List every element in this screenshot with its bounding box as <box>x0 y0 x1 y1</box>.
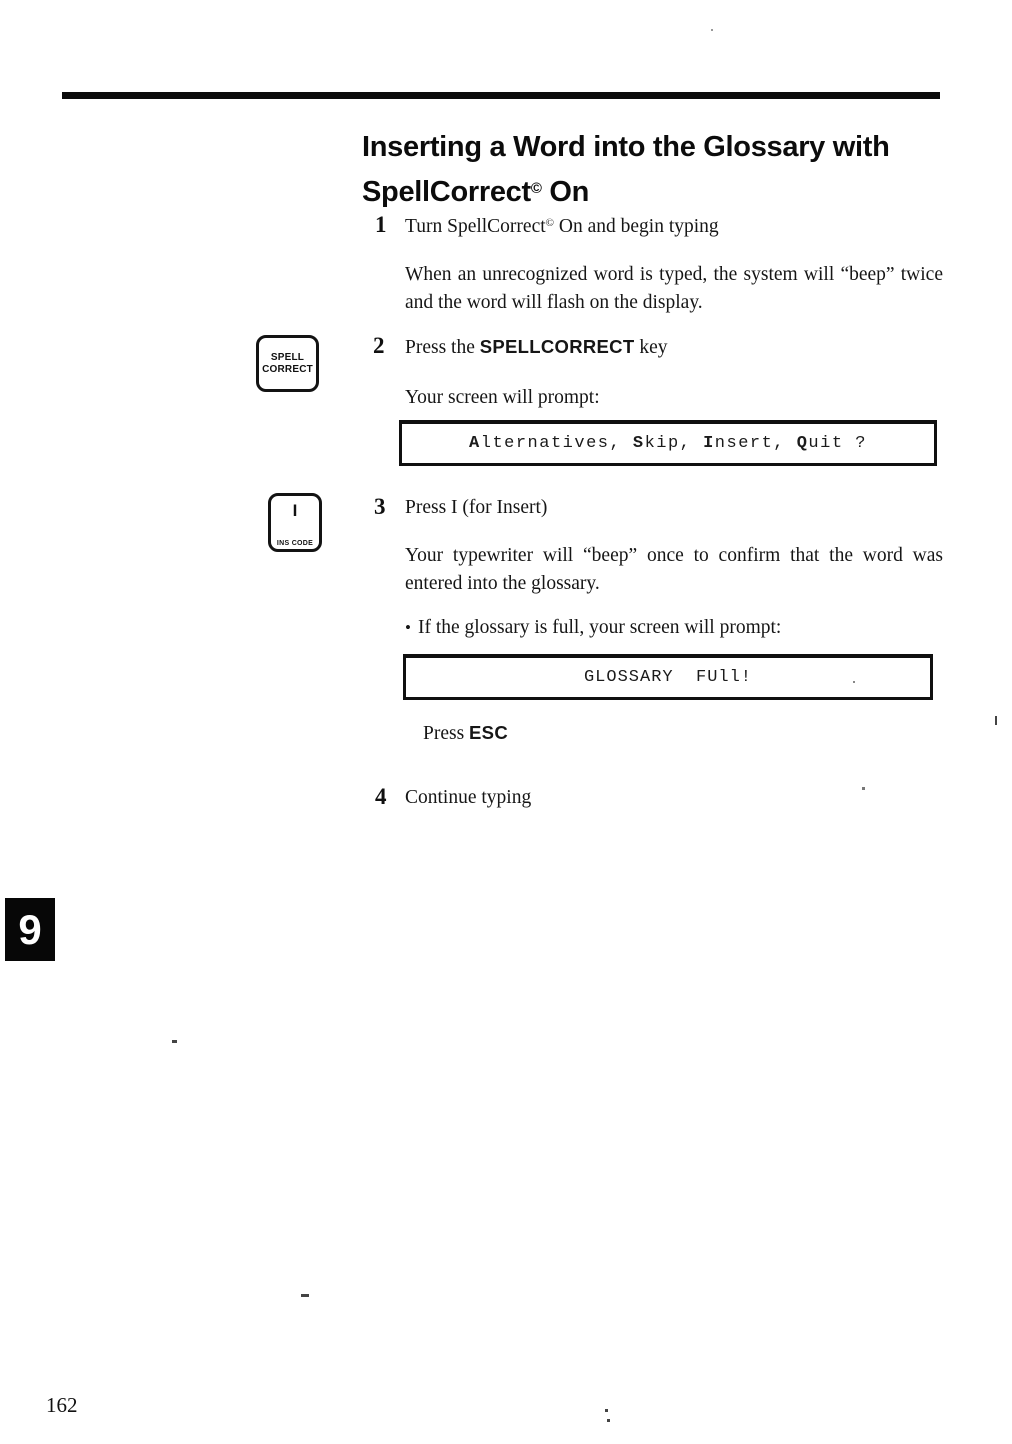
step-4-text: Continue typing <box>405 787 532 808</box>
scan-speck <box>172 1040 177 1043</box>
step-3-bullet-text: If the glossary is full, your screen will prompt: <box>417 617 782 638</box>
step-2-text-pre: Press the <box>405 337 480 358</box>
spellcorrect-key-name: SPELLCORRECT <box>479 336 635 357</box>
step-4-number: 4 <box>375 784 387 809</box>
prompt-seg: kip, <box>644 434 704 453</box>
esc-key-name: ESC <box>469 722 508 743</box>
screen-prompt-alternatives <box>399 420 937 466</box>
scan-speck <box>607 1419 610 1422</box>
page-title-line-2 <box>362 168 962 213</box>
page-number: 162 <box>46 1393 78 1417</box>
step-1-number: 1 <box>375 212 387 237</box>
prompt-letter-i: I <box>703 434 715 453</box>
page-title <box>362 127 962 213</box>
copyright-symbol: © <box>530 180 542 197</box>
insert-key-icon <box>268 493 322 552</box>
step-2-text <box>405 336 667 359</box>
prompt-letter-s: S <box>632 434 645 453</box>
title-line-2-rest: On <box>541 176 590 208</box>
title-product-name: SpellCorrect <box>362 176 531 208</box>
prompt-letter-a: A <box>469 434 481 453</box>
step-2-number: 2 <box>373 333 385 358</box>
prompt-seg: uit ? <box>808 434 867 453</box>
bullet-icon: • <box>405 618 411 637</box>
step-1-text <box>405 216 719 238</box>
prompt-seg: nsert, <box>714 434 797 453</box>
press-esc-line <box>423 722 508 745</box>
prompt-letter-q: Q <box>796 434 809 453</box>
chapter-tab: 9 <box>5 898 55 961</box>
screen-prompt-glossary-full: GLOSSARY FUll! <box>403 654 933 700</box>
scan-speck <box>853 681 855 683</box>
prompt-seg: lternatives, <box>480 434 633 453</box>
spellcorrect-key-label-2: CORRECT <box>262 363 313 375</box>
copyright-symbol: © <box>545 217 555 229</box>
step-2-text-post: key <box>634 337 668 358</box>
step-3-bullet <box>405 617 781 639</box>
spellcorrect-key-label-1: SPELL <box>270 351 305 363</box>
step-3-number: 3 <box>374 494 386 519</box>
step-1-text-post: On and begin typing <box>554 216 719 237</box>
step-2-prompt-intro: Your screen will prompt: <box>405 387 600 408</box>
step-1-body: When an unrecognized word is typed, the system will “beep” twice and the word will flash on the display. <box>405 264 943 313</box>
spellcorrect-key-icon <box>256 335 319 392</box>
press-esc-pre: Press <box>423 723 470 744</box>
scan-speck <box>711 29 713 31</box>
scan-speck <box>605 1409 608 1412</box>
step-3-text: Press I (for Insert) <box>405 497 548 518</box>
top-rule <box>62 92 940 99</box>
page-title-line-1: Inserting a Word into the Glossary with <box>362 131 890 163</box>
insert-key-label: I <box>292 501 298 520</box>
insert-key-sublabel: INS CODE <box>276 540 314 547</box>
step-1-text-pre: Turn SpellCorrect <box>405 216 546 237</box>
step-3-body: Your typewriter will “beep” once to confirm that the word was entered into the glossary. <box>405 545 943 594</box>
scan-speck <box>301 1294 309 1297</box>
scan-speck <box>862 787 865 790</box>
scan-speck <box>995 716 997 725</box>
